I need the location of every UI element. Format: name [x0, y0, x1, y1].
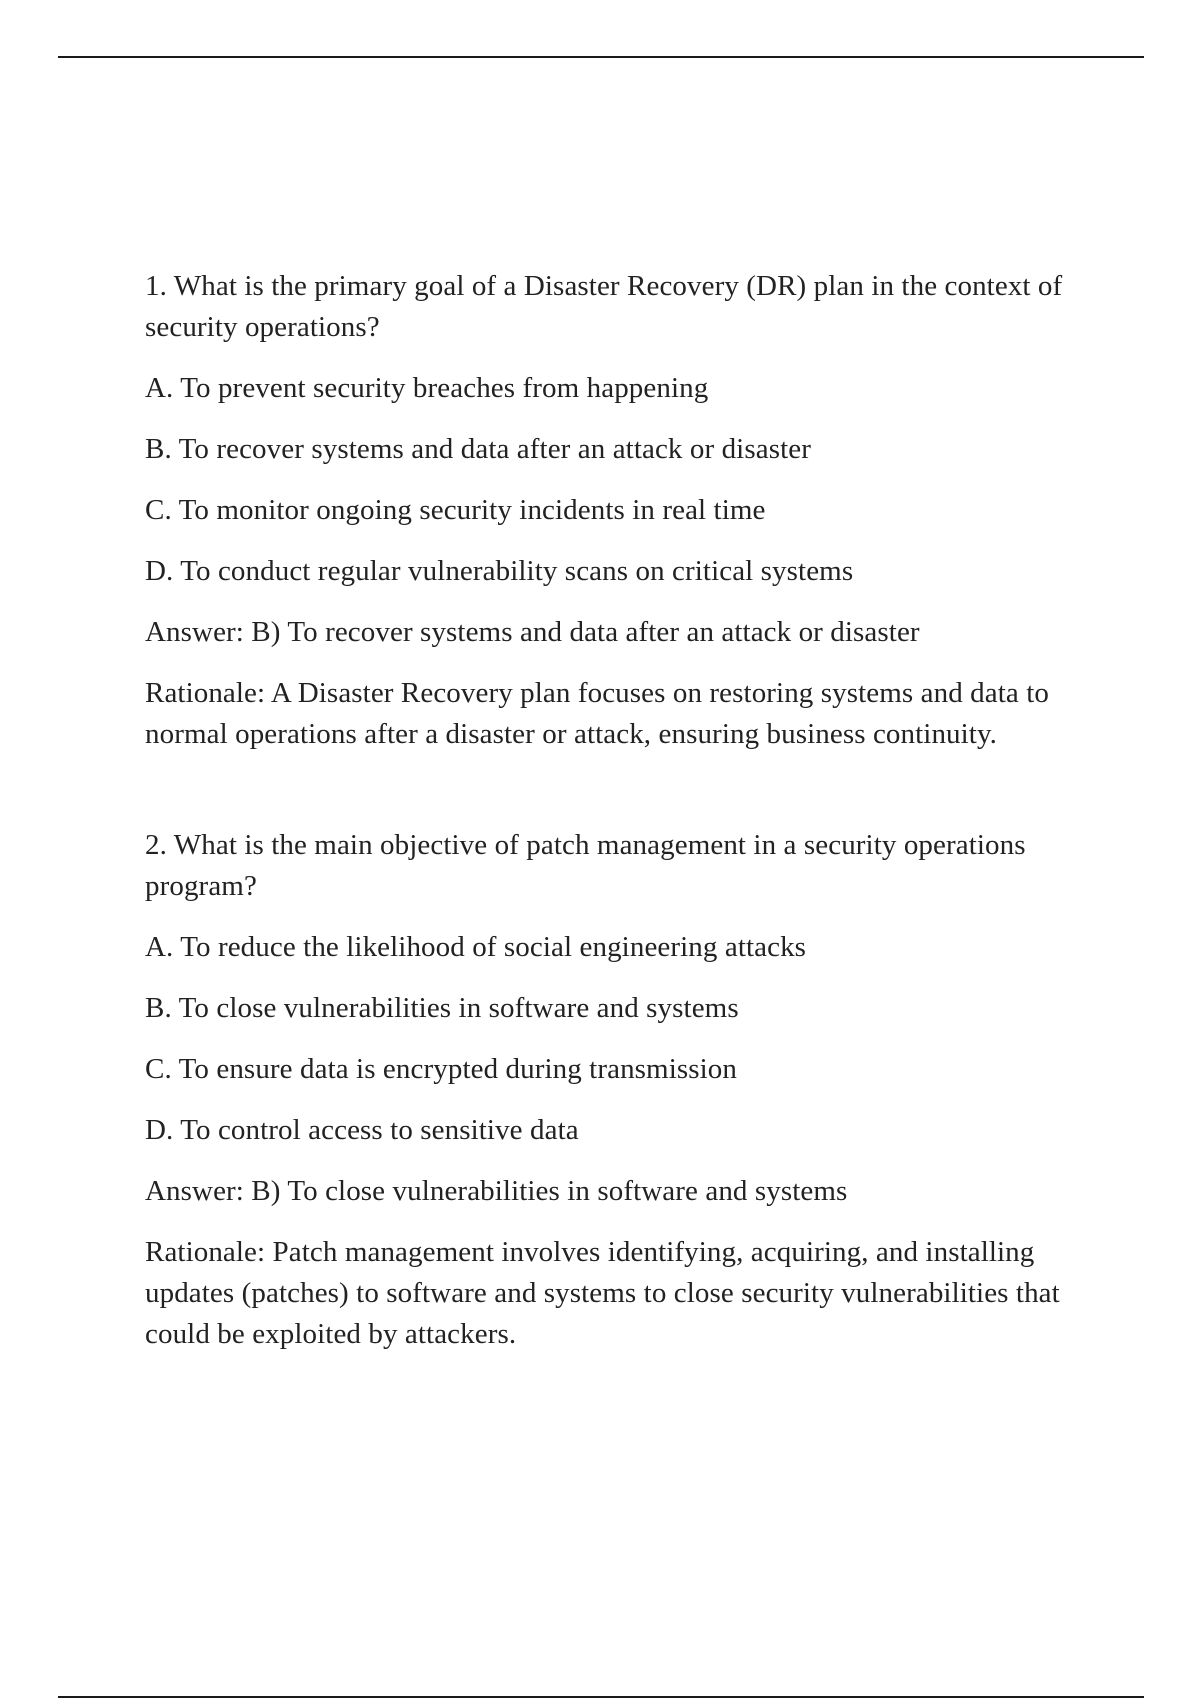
question-block-1 [145, 266, 1080, 755]
document-body [145, 266, 1080, 1355]
answer-text: Answer: B) To recover systems and data after an attack or disaster [145, 616, 920, 648]
answer-text: Answer: B) To close vulnerabilities in software and systems [145, 1175, 848, 1207]
option-c: C. To ensure data is encrypted during transmission [145, 1053, 737, 1085]
question-block-2 [145, 825, 1080, 1355]
option-c: C. To monitor ongoing security incidents in real time [145, 494, 766, 526]
option-a: A. To prevent security breaches from happening [145, 372, 709, 404]
option-b: B. To close vulnerabilities in software and systems [145, 992, 739, 1024]
option-d: D. To conduct regular vulnerability scans on critical systems [145, 555, 854, 587]
option-d: D. To control access to sensitive data [145, 1114, 579, 1146]
bottom-rule [58, 1696, 1144, 1698]
option-a: A. To reduce the likelihood of social engineering attacks [145, 931, 807, 963]
option-b: B. To recover systems and data after an attack or disaster [145, 433, 811, 465]
top-rule [58, 56, 1144, 58]
question-text: 2. What is the main objective of patch management in a security operations program? [145, 829, 1026, 902]
rationale-text: Rationale: A Disaster Recovery plan focuses on restoring systems and data to normal operations after a disaster or attack, ensuring business continuity. [145, 677, 1049, 750]
question-text: 1. What is the primary goal of a Disaster Recovery (DR) plan in the context of security operations? [145, 270, 1063, 343]
rationale-text: Rationale: Patch management involves identifying, acquiring, and installing updates (patches) to software and systems to close security vulnerabilities that could be exploited by attackers. [145, 1236, 1060, 1350]
